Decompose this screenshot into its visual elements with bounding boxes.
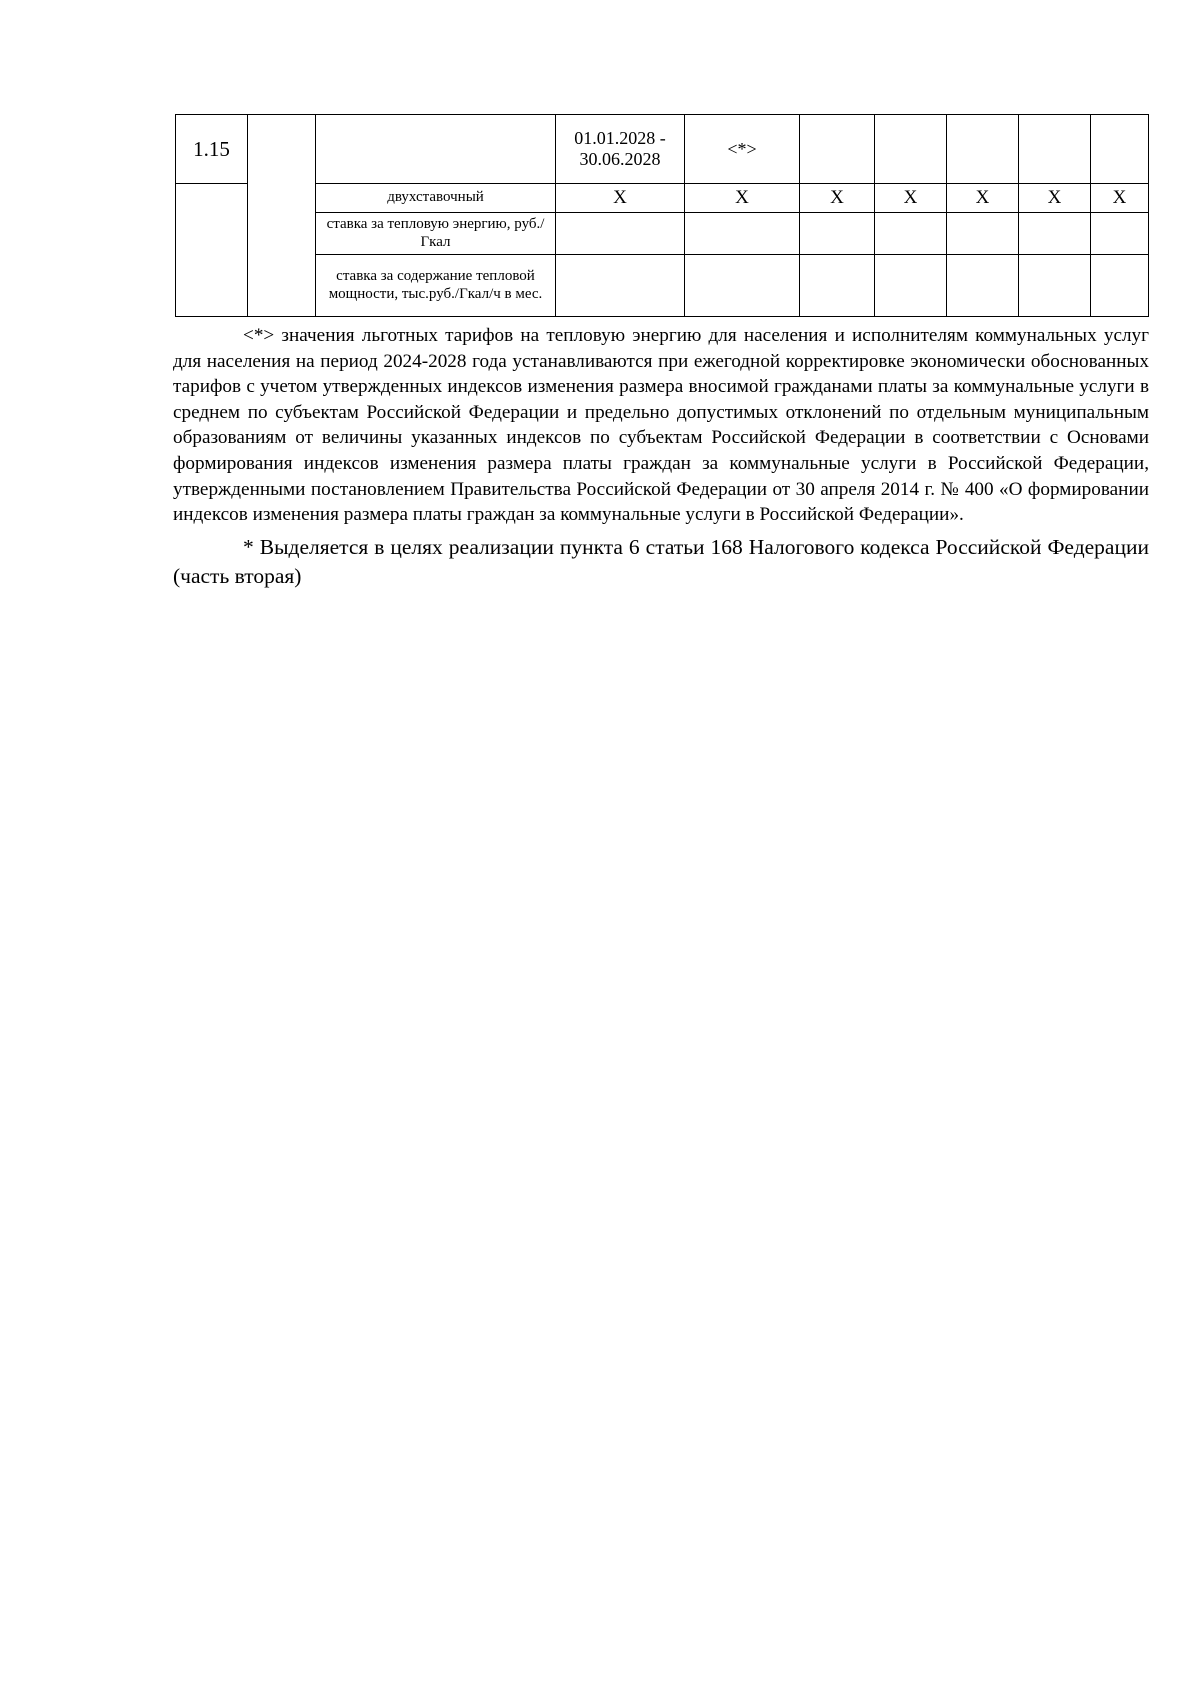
empty-cell: [800, 213, 875, 255]
two-rate-label-cell: двухставочный: [316, 184, 556, 213]
x-mark-cell: X: [947, 184, 1019, 213]
empty-cell: [1091, 255, 1149, 317]
empty-cell: [800, 255, 875, 317]
empty-cell: [176, 184, 248, 317]
footnote-star-tariffs: <*> значения льготных тарифов на тепловую энергию для населения и исполнителям коммунальных услуг для населения на период 2024-2028 года устанавливаются при ежегодной корректировке экономически обоснованных тарифов с учетом утвержденных индексов изменения размера вносимой гражданами платы за коммунальные услуги в среднем по субъектам Российской Федерации и предельно допустимых отклонений по отдельным муниципальным образованиям от величины указанных индексов по субъектам Российской Федерации в соответствии с Основами формирования индексов изменения размера платы граждан за коммунальные услуги в Российской Федерации, утвержденными постановлением Правительства Российской Федерации от 30 апреля 2014 г. № 400 «О формировании индексов изменения размера платы граждан за коммунальные услуги в Российской Федерации».: [173, 325, 1149, 526]
empty-cell: [800, 115, 875, 184]
empty-cell: [685, 255, 800, 317]
x-mark-cell: X: [1091, 184, 1149, 213]
empty-cell: [1091, 115, 1149, 184]
empty-cell: [1019, 213, 1091, 255]
period-cell: 01.01.2028 - 30.06.2028: [556, 115, 685, 184]
empty-cell: [947, 115, 1019, 184]
empty-cell: [875, 213, 947, 255]
row-number-cell: 1.15: [176, 115, 248, 184]
table-row: [176, 255, 1149, 317]
x-mark-cell: X: [685, 184, 800, 213]
tariff-table: [175, 114, 1149, 317]
empty-cell: [947, 213, 1019, 255]
empty-cell: [947, 255, 1019, 317]
empty-cell: [875, 115, 947, 184]
table-row: [176, 213, 1149, 255]
empty-cell: [685, 213, 800, 255]
footnotes: [173, 323, 1149, 591]
empty-cell: [1091, 213, 1149, 255]
empty-cell: [556, 255, 685, 317]
empty-cell: [316, 115, 556, 184]
empty-cell: [248, 115, 316, 317]
capacity-rate-label-cell: ставка за содержание тепловой мощности, тыс.руб./Гкал/ч в мес.: [316, 255, 556, 317]
energy-rate-label-cell: ставка за тепловую энергию, руб./Гкал: [316, 213, 556, 255]
empty-cell: [1019, 255, 1091, 317]
x-mark-cell: X: [800, 184, 875, 213]
table-row: [176, 184, 1149, 213]
x-mark-cell: X: [875, 184, 947, 213]
table-row: [176, 115, 1149, 184]
empty-cell: [1019, 115, 1091, 184]
x-mark-cell: X: [1019, 184, 1091, 213]
star-mark-cell: <*>: [685, 115, 800, 184]
footnote-tax-code: * Выделяется в целях реализации пункта 6 статьи 168 Налогового кодекса Российской Федерации (часть вторая): [173, 534, 1149, 588]
empty-cell: [556, 213, 685, 255]
empty-cell: [875, 255, 947, 317]
x-mark-cell: X: [556, 184, 685, 213]
